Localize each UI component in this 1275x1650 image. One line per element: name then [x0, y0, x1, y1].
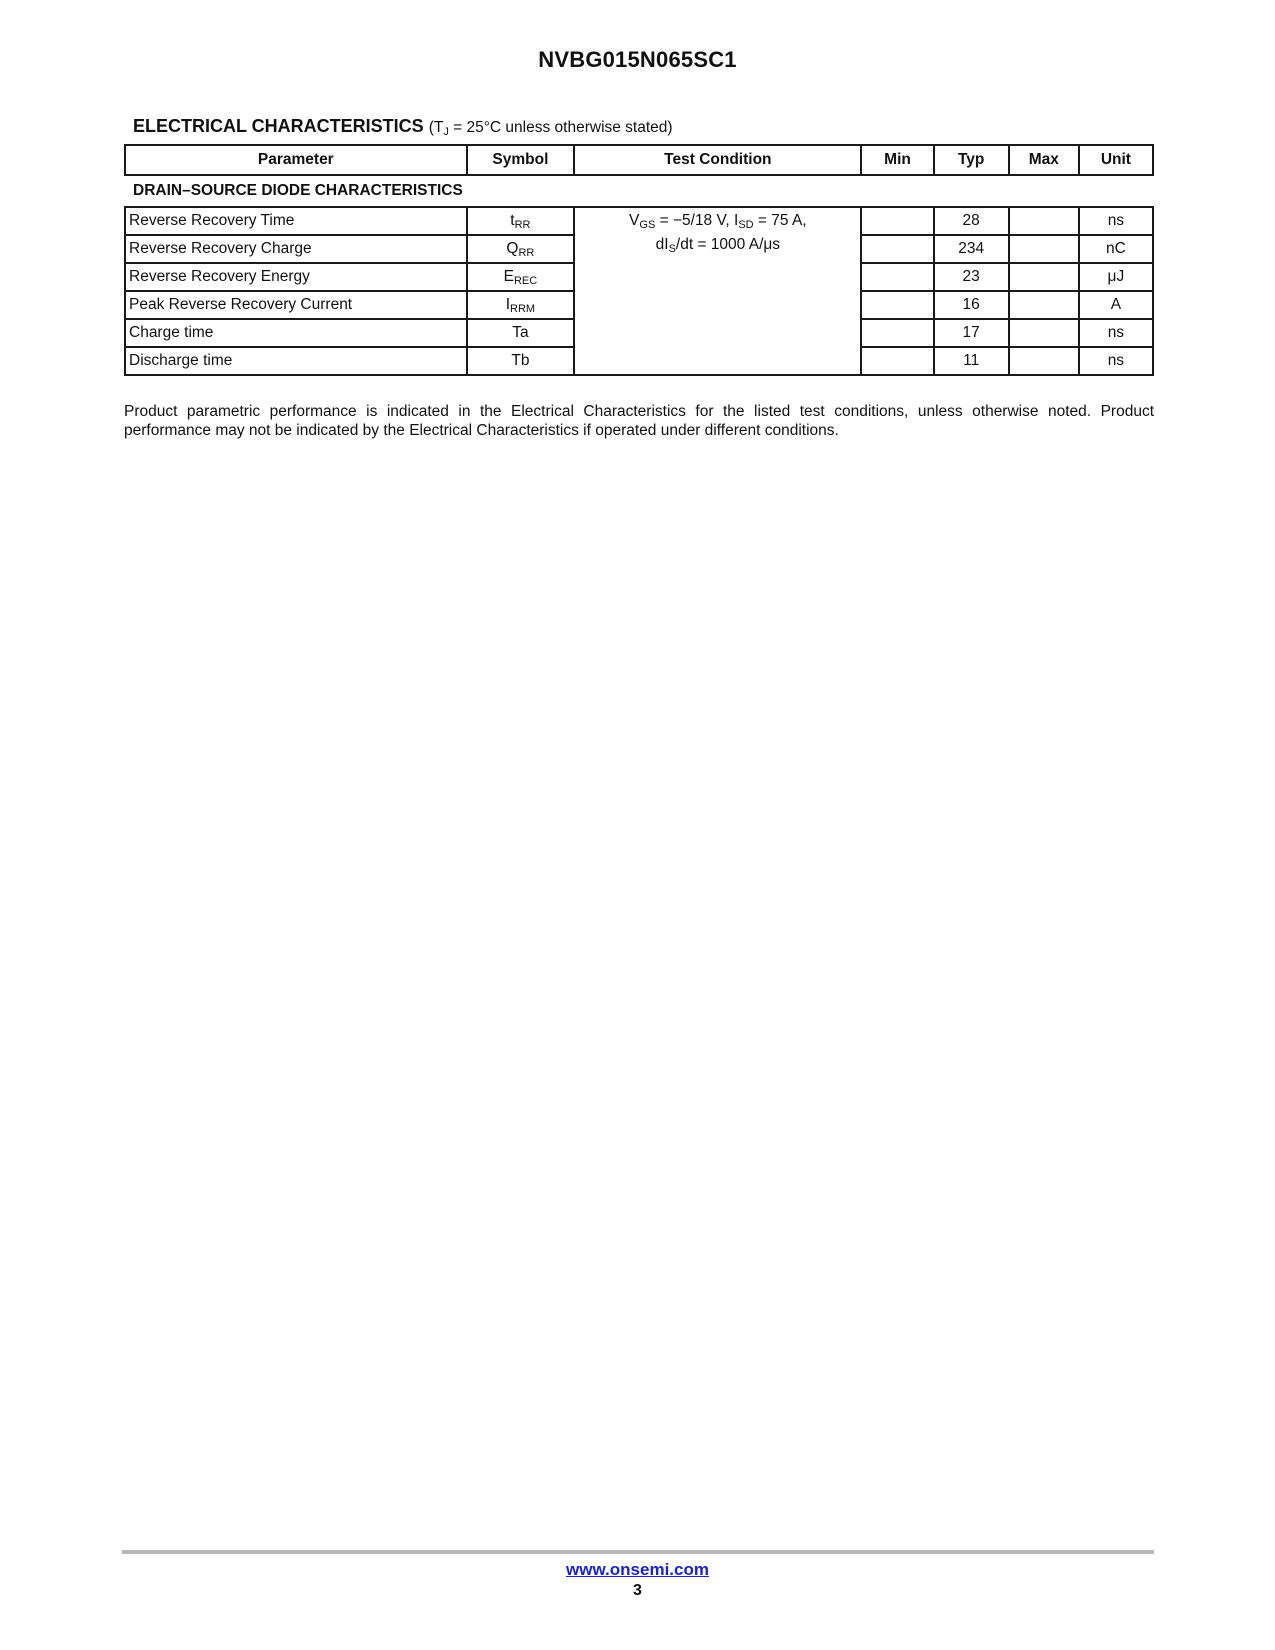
typ-cell: 234	[934, 235, 1009, 263]
footer-link-wrapper	[0, 1560, 1275, 1580]
column-header-typ: Typ	[934, 145, 1009, 175]
table-header-row	[125, 145, 1153, 175]
parameter-cell: Reverse Recovery Charge	[125, 235, 467, 263]
section-title: ELECTRICAL CHARACTERISTICS	[133, 116, 424, 136]
test-condition-cell	[574, 207, 861, 375]
typ-cell: 11	[934, 347, 1009, 375]
min-cell	[861, 291, 933, 319]
max-cell	[1009, 235, 1079, 263]
typ-cell: 16	[934, 291, 1009, 319]
unit-cell: ns	[1079, 319, 1153, 347]
section-condition: ($T_J = 25^\circ C$ unless otherwise stated)	[428, 119, 673, 138]
max-cell	[1009, 207, 1079, 235]
electrical-characteristics-table	[124, 144, 1154, 376]
min-cell	[861, 319, 933, 347]
footnote: Product parametric performance is indicated in the Electrical Characteristics for the listed test conditions, unless otherwise noted. Product performance may not be indicated by the Electrical Characteristics if operated under different conditions.	[124, 403, 1154, 439]
max-cell	[1009, 319, 1079, 347]
column-header-unit: Unit	[1079, 145, 1153, 175]
parameter-cell: Reverse Recovery Energy	[125, 263, 467, 291]
symbol-cell: $Q_{RR}$	[467, 235, 575, 263]
max-cell	[1009, 291, 1079, 319]
max-cell	[1009, 347, 1079, 375]
test-condition-line2: $dI_S/dt = 1000$ A/μs	[655, 236, 781, 255]
typ-cell: 28	[934, 207, 1009, 235]
symbol-cell: $E_{REC}$	[467, 263, 575, 291]
section-heading	[133, 116, 673, 138]
group-heading-row	[125, 175, 1153, 207]
min-cell	[861, 207, 933, 235]
unit-cell: ns	[1079, 207, 1153, 235]
column-header-parameter: Parameter	[125, 145, 467, 175]
symbol-cell: $I_{RRM}$	[467, 291, 575, 319]
column-header-min: Min	[861, 145, 933, 175]
website-link[interactable]: www.onsemi.com	[566, 1560, 709, 1579]
min-cell	[861, 263, 933, 291]
document-title: NVBG015N065SC1	[538, 47, 737, 72]
group-heading: DRAIN–SOURCE DIODE CHARACTERISTICS	[133, 182, 463, 199]
min-cell	[861, 235, 933, 263]
typ-cell: 17	[934, 319, 1009, 347]
unit-cell: ns	[1079, 347, 1153, 375]
parameter-cell: Discharge time	[125, 347, 467, 375]
min-cell	[861, 347, 933, 375]
unit-cell: μJ	[1079, 263, 1153, 291]
symbol-cell: $t_{RR}$	[467, 207, 575, 235]
column-header-test-condition: Test Condition	[574, 145, 861, 175]
unit-cell: nC	[1079, 235, 1153, 263]
table-row	[125, 207, 1153, 235]
max-cell	[1009, 263, 1079, 291]
footer-divider	[122, 1550, 1154, 1554]
page-number: 3	[633, 1582, 642, 1599]
unit-cell: A	[1079, 291, 1153, 319]
symbol-cell: Ta	[467, 319, 575, 347]
test-condition-line1: $V_{GS} = -5/18$ V, $I_{SD} = 75$ A,	[629, 212, 807, 231]
typ-cell: 23	[934, 263, 1009, 291]
parameter-cell: Reverse Recovery Time	[125, 207, 467, 235]
parameter-cell: Peak Reverse Recovery Current	[125, 291, 467, 319]
column-header-max: Max	[1009, 145, 1079, 175]
column-header-symbol: Symbol	[467, 145, 575, 175]
parameter-cell: Charge time	[125, 319, 467, 347]
symbol-cell: Tb	[467, 347, 575, 375]
